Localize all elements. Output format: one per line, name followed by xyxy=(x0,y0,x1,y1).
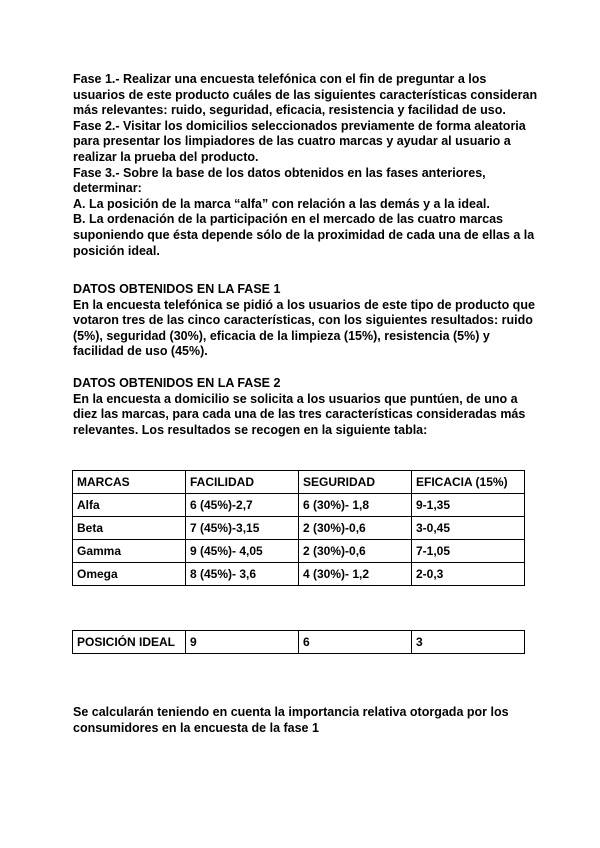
text-line: realizar la prueba del producto. xyxy=(73,149,259,164)
text-line: A. La posición de la marca “alfa” con relación a las demás y a la ideal. xyxy=(73,196,490,211)
ideal-position-table xyxy=(72,630,525,654)
column-header: SEGURIDAD xyxy=(299,471,412,494)
text-line: relevantes. Los resultados se recogen en la siguiente tabla: xyxy=(73,422,428,437)
text-line: facilidad de uso (45%). xyxy=(73,344,208,359)
text-line: votaron tres de las cinco características, con los siguientes resultados: ruido xyxy=(73,313,533,328)
table-cell: 6 (45%)-2,7 xyxy=(186,494,299,517)
column-header: MARCAS xyxy=(73,471,186,494)
table-cell: Beta xyxy=(73,517,186,540)
table-cell: 2-0,3 xyxy=(412,563,525,586)
text-line: Fase 3.- Sobre la base de los datos obtenidos en las fases anteriores, xyxy=(73,165,486,180)
section-heading: DATOS OBTENIDOS EN LA FASE 2 xyxy=(73,376,281,390)
table-cell: 2 (30%)-0,6 xyxy=(299,540,412,563)
text-line: posición ideal. xyxy=(73,243,160,258)
table-cell: 3-0,45 xyxy=(412,517,525,540)
table-cell: 4 (30%)- 1,2 xyxy=(299,563,412,586)
table-cell: 3 xyxy=(412,631,525,654)
text-line: En la encuesta a domicilio se solicita a los usuarios que puntúen, de uno a xyxy=(73,391,518,406)
table-cell: 6 (30%)- 1,8 xyxy=(299,494,412,517)
text-line: determinar: xyxy=(73,181,142,196)
text-line: (5%), seguridad (30%), eficacia de la limpieza (15%), resistencia (5%) y xyxy=(73,328,490,343)
table-cell: 6 xyxy=(299,631,412,654)
text-line: más relevantes: ruido, seguridad, eficacia, resistencia y facilidad de uso. xyxy=(73,103,506,118)
table-cell: 7 (45%)-3,15 xyxy=(186,517,299,540)
table-cell: 9 xyxy=(186,631,299,654)
text-line: Se calcularán teniendo en cuenta la importancia relativa otorgada por los xyxy=(73,705,509,719)
text-line: Fase 1.- Realizar una encuesta telefónica con el fin de preguntar a los xyxy=(73,72,487,86)
fase2-section xyxy=(73,376,533,438)
text-line: B. La ordenación de la participación en el mercado de las cuatro marcas xyxy=(73,212,504,227)
table-cell: Omega xyxy=(73,563,186,586)
table-row xyxy=(73,517,525,540)
table-cell: Alfa xyxy=(73,494,186,517)
text-line: En la encuesta telefónica se pidió a los usuarios de este tipo de producto que xyxy=(73,297,535,312)
text-line: diez las marcas, para cada una de las tres características consideradas más xyxy=(73,407,526,422)
table-row xyxy=(73,494,525,517)
table-row xyxy=(73,563,525,586)
text-line: Fase 2.- Visitar los domicilios seleccionados previamente de forma aleatoria xyxy=(73,118,526,133)
table-cell: 7-1,05 xyxy=(412,540,525,563)
table-cell: 9-1,35 xyxy=(412,494,525,517)
table-cell: 8 (45%)- 3,6 xyxy=(186,563,299,586)
text-line: consumidores en la encuesta de la fase 1 xyxy=(73,720,319,735)
intro-paragraph xyxy=(73,72,538,259)
table-cell: Gamma xyxy=(73,540,186,563)
closing-paragraph xyxy=(73,705,533,736)
column-header: FACILIDAD xyxy=(186,471,299,494)
table-cell: POSICIÓN IDEAL xyxy=(73,631,186,654)
text-line: para presentar los limpiadores de las cuatro marcas y ayudar al usuario a xyxy=(73,134,511,149)
table-row xyxy=(73,540,525,563)
fase1-section xyxy=(73,282,533,360)
results-table xyxy=(72,470,525,586)
column-header: EFICACIA (15%) xyxy=(412,471,525,494)
table-header-row xyxy=(73,471,525,494)
section-heading: DATOS OBTENIDOS EN LA FASE 1 xyxy=(73,282,281,296)
table-cell: 9 (45%)- 4,05 xyxy=(186,540,299,563)
text-line: suponiendo que ésta depende sólo de la proximidad de cada una de ellas a la xyxy=(73,227,535,242)
text-line: usuarios de este producto cuáles de las siguientes características consideran xyxy=(73,87,538,102)
table-row xyxy=(73,631,525,654)
table-cell: 2 (30%)-0,6 xyxy=(299,517,412,540)
